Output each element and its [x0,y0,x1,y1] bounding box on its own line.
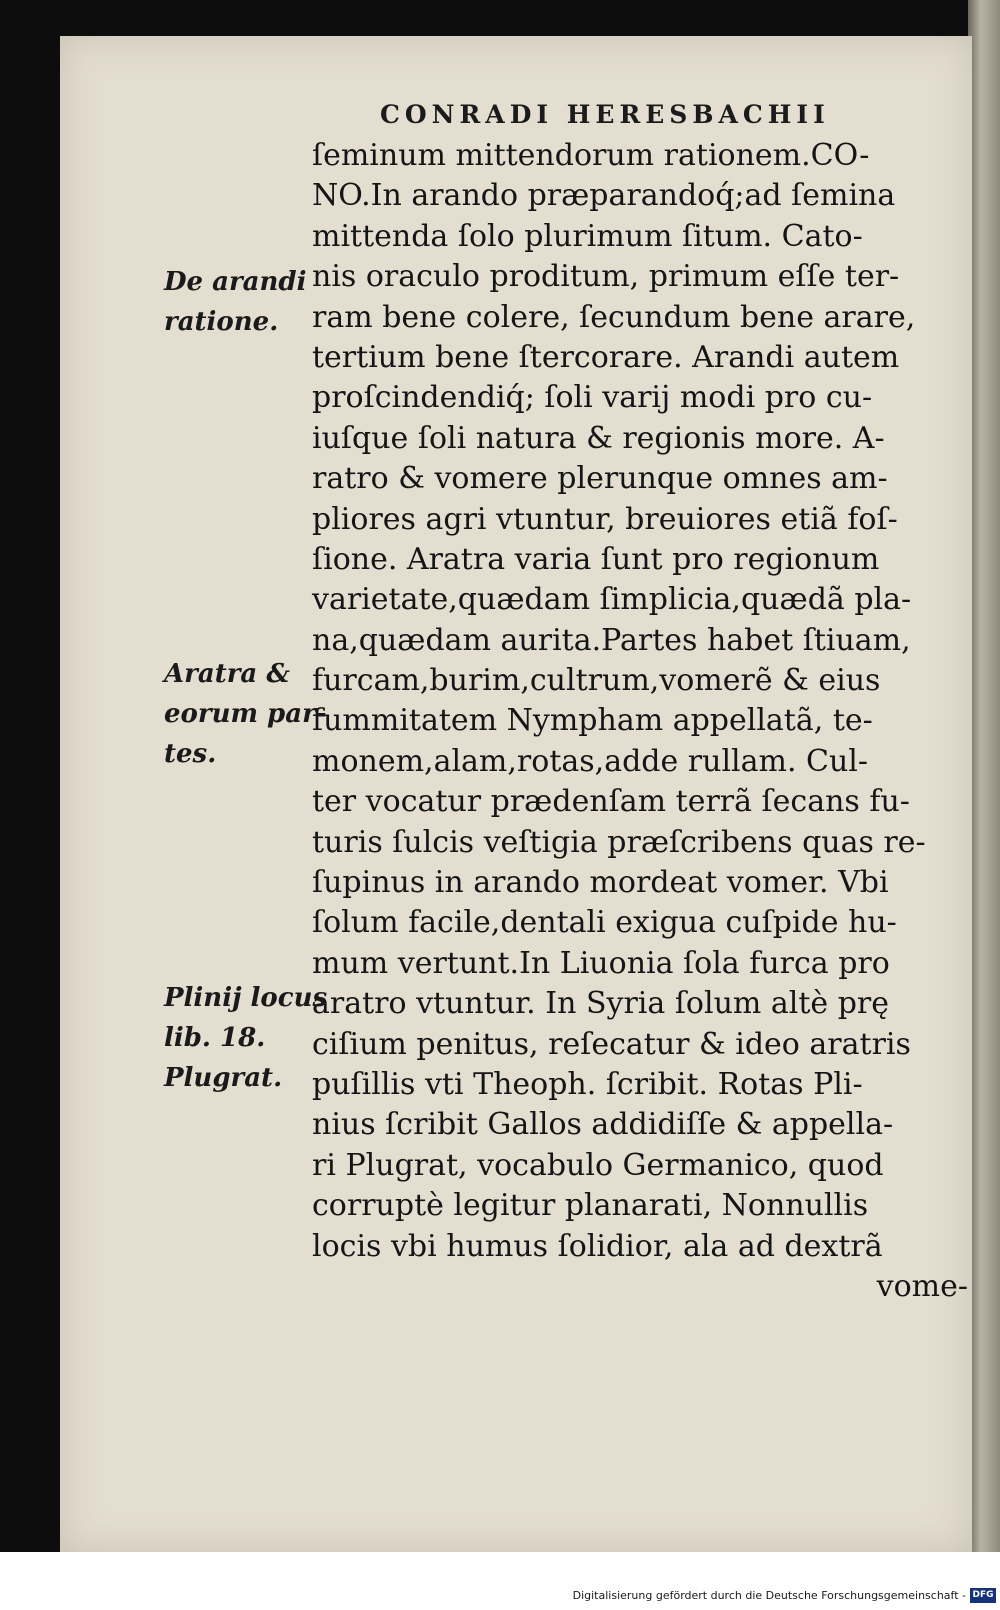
margin-note-arandi [164,262,314,342]
text-line: aratro vtuntur. In Syria ſolum altè prę [312,986,890,1022]
book-page [60,36,972,1552]
margin-note-line: ratione. [164,307,279,337]
dfg-logo: DFG [970,1588,996,1603]
book-edge [968,0,1000,1552]
text-line: varietate,quædam ſimplicia,quædã pla- [312,582,912,618]
text-line: turis ſulcis veſtigia præſcribens quas re- [312,824,926,860]
text-line: furcam,burim,cultrum,vomerẽ & eius [312,663,881,699]
margin-note-plinius [164,978,328,1098]
text-line: ri Plugrat, vocabulo Germanico, quod [312,1147,884,1183]
margin-note-line: De arandi [164,267,307,297]
text-line: puſillis vti Theoph. ſcribit. Rotas Pli- [312,1066,863,1102]
text-line: monem,alam,rotas,adde rullam. Cul- [312,743,869,779]
text-line: locis vbi humus ſolidior, ala ad dextrã [312,1228,883,1264]
catchword: vome- [876,1268,968,1304]
margin-note-line: Plinij locus [164,983,328,1013]
text-line: corruptè legitur planarati, Nonnullis [312,1188,869,1224]
margin-note-line: eorum par- [164,699,327,729]
text-line: iuſque ſoli natura & regionis more. A- [312,420,885,456]
text-line: ter vocatur prædenſam terrã ſecans fu- [312,784,910,820]
text-line: proſcindendiq́; ſoli varij modi pro cu- [312,380,873,416]
margin-note-line: lib. 18. [164,1023,266,1053]
text-line: nis oraculo proditum, primum eſſe ter- [312,259,900,295]
margin-note-aratra [164,654,327,774]
main-text-block [312,136,972,1307]
funding-credit: Digitalisierung gefördert durch die Deutsche Forschungsgemeinschaft - [572,1589,966,1602]
text-line: nius ſcribit Gallos addidiſſe & appella- [312,1107,894,1143]
text-line: ſupinus in arando mordeat vomer. Vbi [312,865,889,901]
text-line: mittenda ſolo plurimum ſitum. Cato- [312,218,863,254]
text-line: tertium bene ſtercorare. Arandi autem [312,339,900,375]
text-line: ſummitatem Nympham appellatã, te- [312,703,873,739]
text-line: ſolum facile,dentali exigua cuſpide hu- [312,905,897,941]
text-line: ſeminum mittendorum rationem.CO- [312,138,870,173]
text-line: pliores agri vtuntur, breuiores etiã foſ- [312,501,898,537]
text-line: ciſium penitus, reſecatur & ideo aratris [312,1026,911,1062]
digitization-footer [0,1552,1000,1610]
margin-note-line: Plugrat. [164,1063,283,1093]
text-line: mum vertunt.In Liuonia ſola furca pro [312,945,890,981]
margin-note-line: tes. [164,739,217,769]
text-line: na,quædam aurita.Partes habet ſtiuam, [312,622,911,658]
text-line: NO.In arando præparandoq́;ad ſemina [312,178,896,214]
running-head: CONRADI HERESBACHII [380,100,830,129]
margin-note-line: Aratra & [164,659,290,689]
text-line: ſione. Aratra varia ſunt pro regionum [312,541,880,577]
text-line: ratro & vomere plerunque omnes am- [312,461,888,497]
text-line: ram bene colere, ſecundum bene arare, [312,299,916,335]
